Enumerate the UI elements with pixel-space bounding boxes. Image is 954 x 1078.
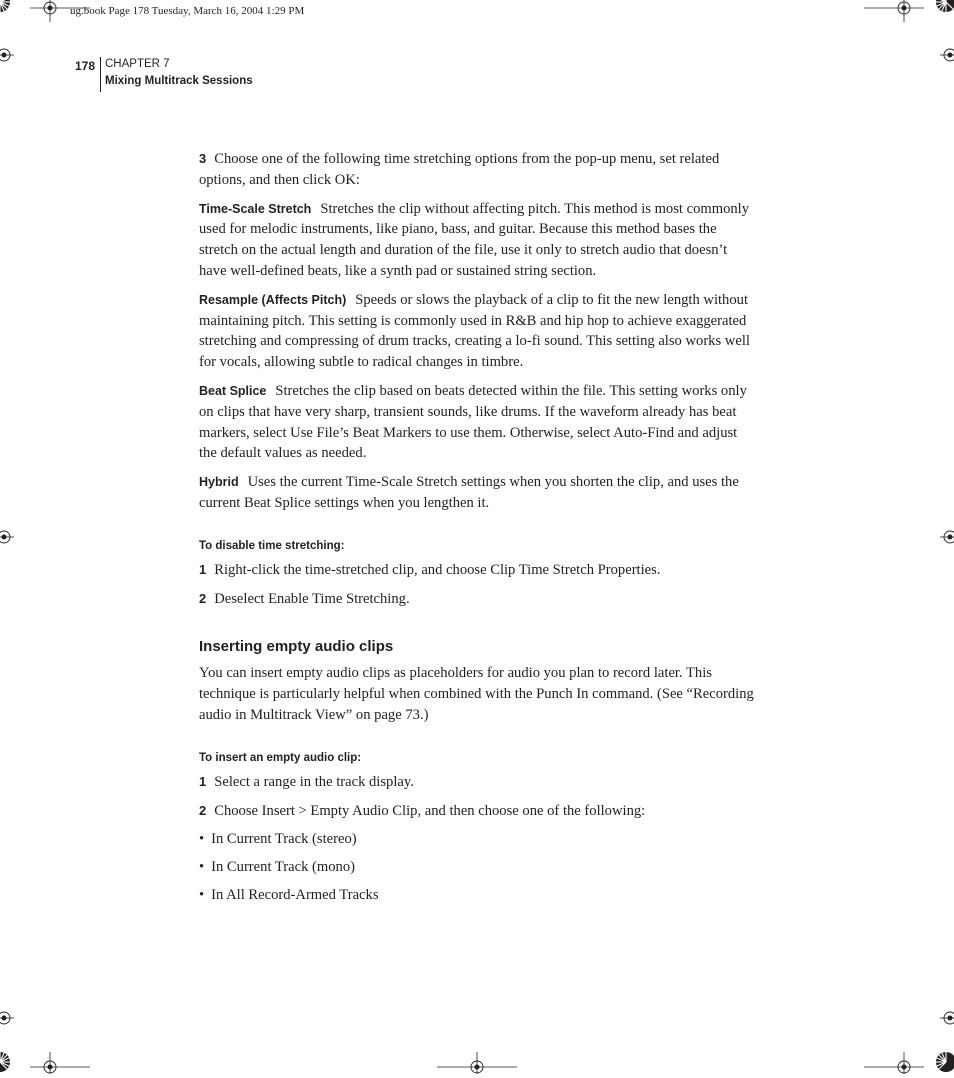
option-beat-splice	[199, 381, 755, 464]
bullet-item	[199, 857, 755, 878]
option-description: Stretches the clip based on beats detected within the file. This setting works only on clips that have very sharp, transient sounds, like drums. If the waveform already has beat markers, select Use File’s Beat Markers to use them. Otherwise, select Auto-Find and adjust the default values as needed.	[199, 382, 747, 462]
step-text: Right-click the time-stretched clip, and choose Clip Time Stretch Properties.	[214, 561, 661, 578]
option-hybrid	[199, 472, 755, 514]
starburst-mark-top-right	[932, 0, 954, 26]
chapter-title: Mixing Multitrack Sessions	[105, 75, 253, 87]
step-text: Select a range in the track display.	[214, 773, 414, 790]
registration-mark-left-bottom	[0, 1003, 22, 1033]
disable-step-2	[199, 589, 755, 610]
procedure-heading-disable: To disable time stretching:	[199, 539, 345, 552]
step-number: 2	[199, 802, 207, 818]
bullet-item	[199, 885, 755, 906]
option-description: Uses the current Time-Scale Stretch settings when you shorten the clip, and uses the current Beat Splice settings when you lengthen it.	[199, 474, 739, 511]
page-number: 178	[74, 59, 95, 73]
option-term: Hybrid	[199, 475, 239, 490]
option-description: Stretches the clip without affecting pitch. This method is most commonly used for melodic instruments, like piano, bass, and guitar. Because this method bases the stretch on the actual length and duration of the file, use it only to stretch audio that doesn’t have well-defined beats, like a synth pad or sustained string section.	[199, 200, 750, 279]
registration-mark-bottom-center	[437, 1052, 517, 1074]
step-number: 1	[199, 561, 207, 577]
step-3	[199, 149, 755, 191]
registration-mark-left-middle	[0, 522, 22, 552]
option-description: Speeds or slows the playback of a clip to fit the new length without maintaining pitch. This setting is commonly used in R&B and hip hop to achieve exaggerated stretching and compressing of drum tracks, creating a lo-fi sound. This setting also works well for vocals, allowing subtle to radical changes in timbre.	[199, 291, 750, 371]
section-body: You can insert empty audio clips as placeholders for audio you plan to record later. This technique is particularly helpful when combined with the Punch In command. (See “Recording audio in Multitrack View” on page 73.)	[199, 665, 754, 723]
registration-mark-right-top	[934, 40, 954, 70]
bullet-text: In All Record-Armed Tracks	[211, 886, 379, 903]
registration-mark-bottom-right	[864, 1052, 924, 1074]
option-term: Beat Splice	[199, 383, 267, 398]
page-content	[199, 149, 755, 913]
step-number: 3	[199, 151, 207, 166]
chapter-label: CHAPTER 7	[105, 58, 170, 70]
step-text: Deselect Enable Time Stretching.	[214, 590, 410, 607]
option-time-scale-stretch	[199, 199, 755, 282]
bullet-item	[199, 829, 755, 850]
option-term: Time-Scale Stretch	[199, 201, 312, 216]
step-number: 1	[199, 773, 207, 789]
option-term: Resample (Affects Pitch)	[199, 292, 347, 307]
header-divider	[100, 57, 101, 92]
insert-step-1	[199, 772, 755, 793]
step-number: 2	[199, 590, 207, 606]
step-text: Choose one of the following time stretching options from the pop-up menu, set related options, and then click OK:	[199, 151, 720, 188]
registration-mark-left-top	[0, 40, 22, 70]
registration-mark-right-bottom	[934, 1003, 954, 1033]
insert-step-2	[199, 801, 755, 822]
step-text: Choose Insert > Empty Audio Clip, and then choose one of the following:	[214, 802, 646, 819]
registration-mark-top-right	[864, 0, 924, 22]
registration-mark-bottom-left	[30, 1052, 90, 1074]
disable-step-1	[199, 560, 755, 581]
bullet-symbol: •	[199, 831, 205, 848]
option-resample	[199, 290, 755, 373]
starburst-mark-top-left	[0, 0, 22, 26]
slug-line: ug.book Page 178 Tuesday, March 16, 2004 1:29 PM	[70, 5, 305, 17]
procedure-heading-insert: To insert an empty audio clip:	[199, 751, 362, 764]
bullet-symbol: •	[199, 859, 205, 876]
bullet-text: In Current Track (stereo)	[211, 831, 357, 848]
section-heading: Inserting empty audio clips	[199, 638, 394, 656]
registration-mark-right-middle	[934, 522, 954, 552]
bullet-text: In Current Track (mono)	[211, 859, 356, 876]
bullet-symbol: •	[199, 886, 205, 903]
